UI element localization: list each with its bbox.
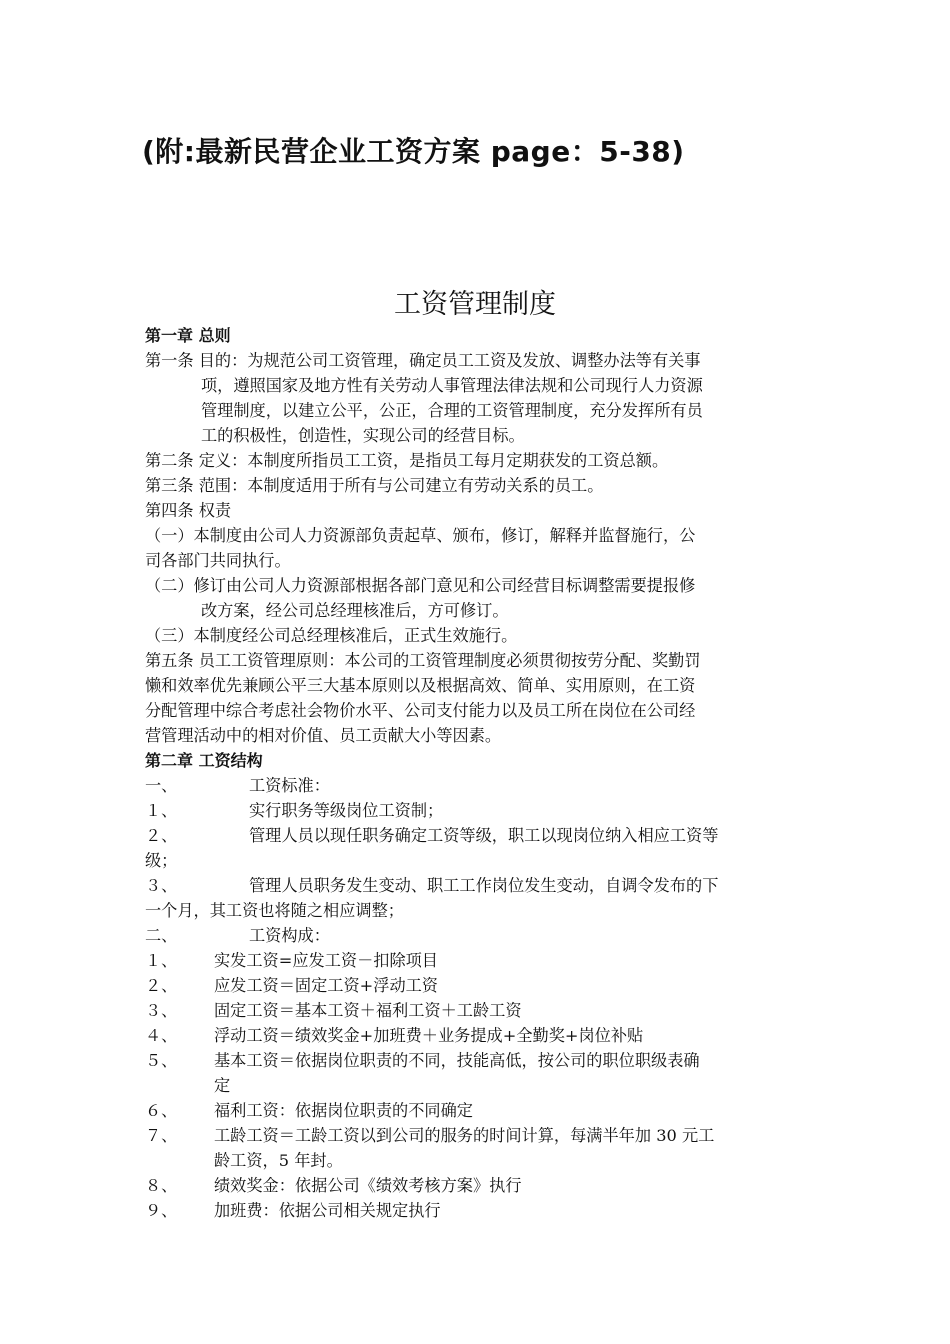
article-1-line-2: 项，遵照国家及地方性有关劳动人事管理法律法规和公司现行人力资源: [201, 376, 703, 395]
section-2-number: 二、: [145, 926, 178, 945]
list-item: [145, 998, 810, 1023]
list-item-number: ６、: [145, 1101, 178, 1120]
section-2-text: 工资构成：: [249, 926, 330, 945]
document-title: 工资管理制度: [394, 289, 556, 320]
article-1-line-3: 管理制度，以建立公平，公正，合理的工资管理制度，充分发挥所有员: [201, 401, 703, 420]
list-item-text: 浮动工资＝绩效奖金+加班费＋业务提成+全勤奖+岗位补贴: [214, 1026, 644, 1045]
list-item-text: 管理人员职务发生变动、职工工作岗位发生变动，自调令发布的下: [249, 876, 719, 895]
list-item-number: ２、: [145, 976, 178, 995]
chapter-1-heading: 第一章 总则: [145, 326, 231, 345]
list-item-text: 实行职务等级岗位工资制；: [249, 801, 444, 820]
item-1-line-1: （一）本制度由公司人力资源部负责起草、颁布，修订，解释并监督施行，公: [145, 526, 696, 545]
list-item-number: ２、: [145, 826, 178, 845]
list-item: [145, 1023, 810, 1048]
section-1: [145, 773, 810, 798]
list-item: [145, 873, 810, 898]
item-1-line-2: 司各部门共同执行。: [145, 551, 291, 570]
section-2-items: [145, 948, 810, 1223]
list-item-text: 绩效奖金：依据公司《绩效考核方案》执行: [214, 1176, 522, 1195]
item-2-line-2: 改方案，经公司总经理核准后，方可修订。: [201, 601, 509, 620]
list-item-text: 工龄工资＝工龄工资以到公司的服务的时间计算，每满半年加 30 元工: [214, 1126, 715, 1145]
document-body: [145, 323, 810, 1223]
list-item: [145, 1048, 810, 1073]
article-5-line-2: 懒和效率优先兼顾公平三大基本原则以及根据高效、简单、实用原则，在工资: [145, 676, 696, 695]
list-item-text: 应发工资＝固定工资+浮动工资: [214, 976, 438, 995]
section-1-number: 一、: [145, 776, 178, 795]
item-3: （三）本制度经公司总经理核准后，正式生效施行。: [145, 626, 518, 645]
list-item-text: 固定工资＝基本工资＋福利工资＋工龄工资: [214, 1001, 522, 1020]
list-item: [145, 973, 810, 998]
list-item-number: ３、: [145, 876, 178, 895]
list-item-number: ４、: [145, 1026, 178, 1045]
list-item-continuation: 龄工资，5 年封。: [214, 1151, 343, 1170]
item-2-line-1: （二）修订由公司人力资源部根据各部门意见和公司经营目标调整需要提报修: [145, 576, 696, 595]
list-item-number: １、: [145, 951, 178, 970]
list-item: [145, 1098, 810, 1123]
list-item: [145, 1173, 810, 1198]
section-1-text: 工资标准：: [249, 776, 330, 795]
list-item: [145, 823, 810, 848]
chapter-2-heading: 第二章 工资结构: [145, 751, 263, 770]
list-item: [145, 1123, 810, 1148]
list-item-continuation: 一个月，其工资也将随之相应调整；: [145, 901, 404, 920]
list-item: [145, 1198, 810, 1223]
list-item-text: 基本工资＝依据岗位职责的不同，技能高低，按公司的职位职级表确: [214, 1051, 700, 1070]
list-item-number: ７、: [145, 1126, 178, 1145]
article-1-line-4: 工的积极性，创造性，实现公司的经营目标。: [201, 426, 525, 445]
attachment-header: (附:最新民营企业工资方案 page：5-38): [142, 135, 685, 168]
section-1-items: [145, 798, 810, 923]
list-item-text: 福利工资：依据岗位职责的不同确定: [214, 1101, 473, 1120]
list-item-number: １、: [145, 801, 178, 820]
article-1-line-1: 第一条 目的：为规范公司工资管理，确定员工工资及发放、调整办法等有关事: [145, 351, 701, 370]
list-item-continuation: 级；: [145, 851, 178, 870]
list-item-continuation: 定: [214, 1076, 231, 1095]
article-5-line-3: 分配管理中综合考虑社会物价水平、公司支付能力以及员工所在岗位在公司经: [145, 701, 696, 720]
list-item-number: ９、: [145, 1201, 178, 1220]
list-item-text: 加班费：依据公司相关规定执行: [214, 1201, 441, 1220]
article-5-line-1: 第五条 员工工资管理原则：本公司的工资管理制度必须贯彻按劳分配、奖勤罚: [145, 651, 701, 670]
list-item-number: ８、: [145, 1176, 178, 1195]
article-5-line-4: 营管理活动中的相对价值、员工贡献大小等因素。: [145, 726, 502, 745]
list-item-text: 管理人员以现任职务确定工资等级，职工以现岗位纳入相应工资等: [249, 826, 719, 845]
list-item-number: ５、: [145, 1051, 178, 1070]
section-2: [145, 923, 810, 948]
list-item-text: 实发工资=应发工资－扣除项目: [214, 951, 438, 970]
article-3: 第三条 范围：本制度适用于所有与公司建立有劳动关系的员工。: [145, 476, 604, 495]
article-2: 第二条 定义：本制度所指员工工资，是指员工每月定期获发的工资总额。: [145, 451, 669, 470]
list-item: [145, 948, 810, 973]
list-item-number: ３、: [145, 1001, 178, 1020]
article-4: 第四条 权责: [145, 501, 232, 520]
list-item: [145, 798, 810, 823]
